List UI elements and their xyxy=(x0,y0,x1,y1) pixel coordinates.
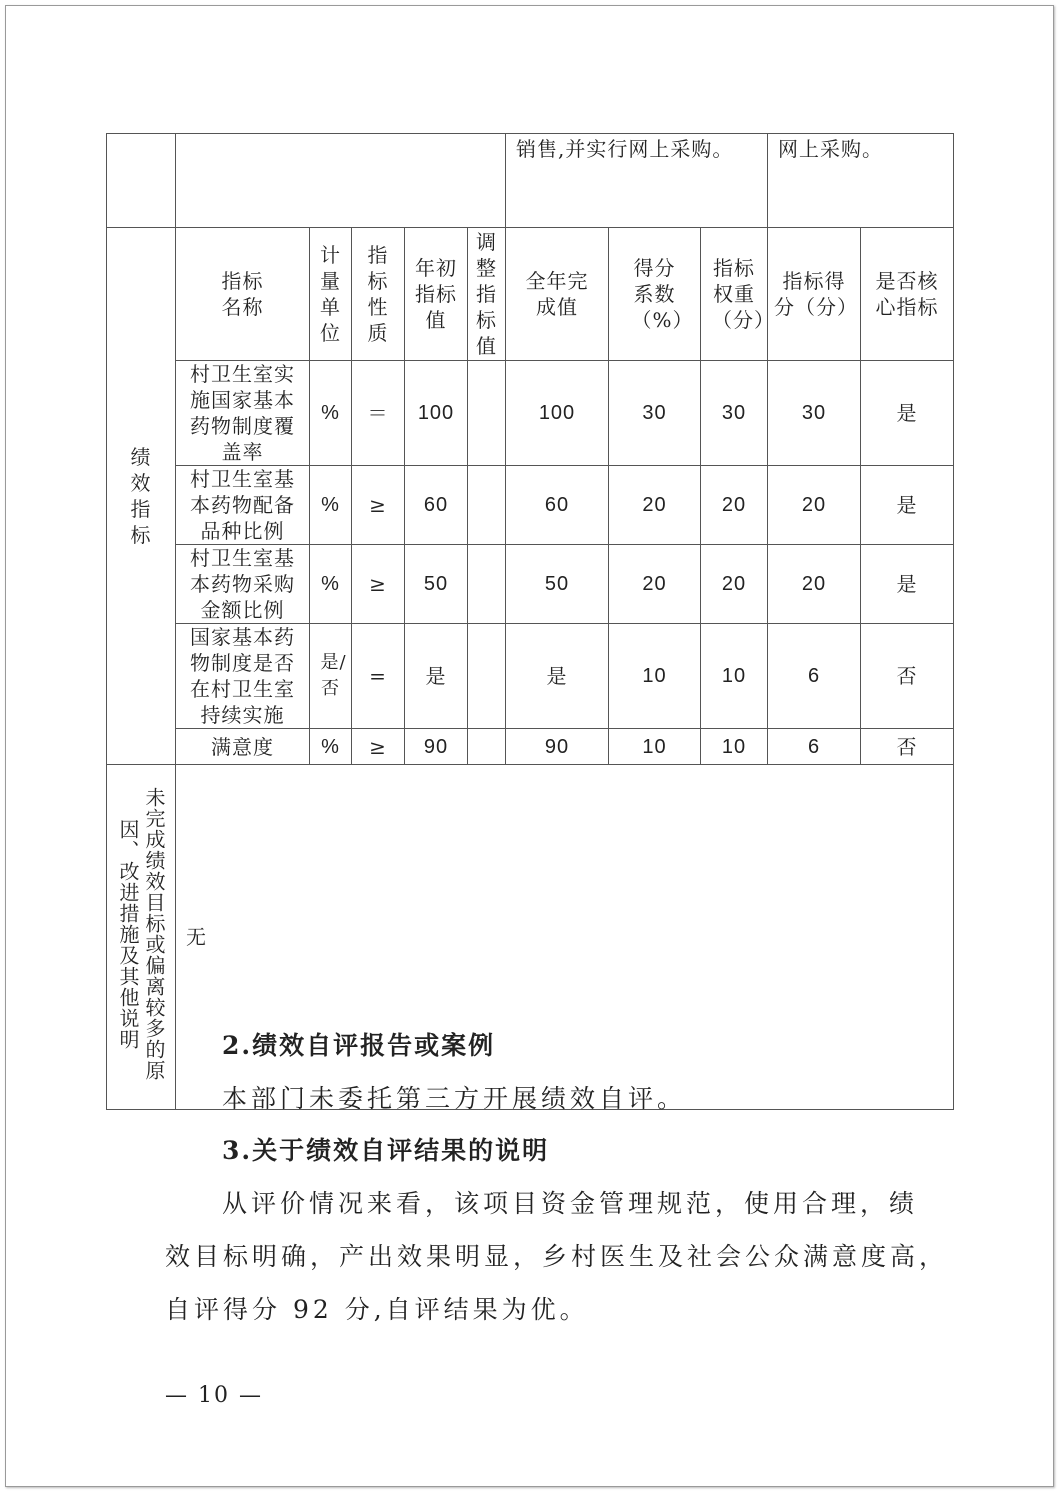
weight-cell: 20 xyxy=(701,466,768,545)
header-nature: 指标性质 xyxy=(352,228,405,361)
top-row-label-cell xyxy=(107,134,176,228)
performance-table xyxy=(106,133,954,1110)
coef-cell: 10 xyxy=(609,624,701,729)
score-cell: 20 xyxy=(768,545,861,624)
top-row-note-right: 网上采购。 xyxy=(768,134,954,228)
coef-cell: 20 xyxy=(609,466,701,545)
reason-label-cell xyxy=(107,765,176,1110)
indicator-name: 村卫生室实施国家基本药物制度覆盖率 xyxy=(176,361,310,466)
indicator-name: 村卫生室基本药物采购金额比例 xyxy=(176,545,310,624)
header-row xyxy=(107,228,954,361)
annual-cell: 90 xyxy=(506,729,609,765)
score-cell: 30 xyxy=(768,361,861,466)
table-row xyxy=(107,545,954,624)
core-cell: 是 xyxy=(861,545,954,624)
perf-label: 绩效指标 xyxy=(130,445,152,547)
initial-cell: 是 xyxy=(405,624,468,729)
reason-text: 无 xyxy=(176,765,954,1110)
section2-text: 本部门未委托第三方开展绩效自评。 xyxy=(222,1084,687,1113)
table-row xyxy=(107,466,954,545)
page-number: — 10 — xyxy=(165,1383,263,1408)
indicator-name: 国家基本药物制度是否在村卫生室持续实施 xyxy=(176,624,310,729)
core-cell: 否 xyxy=(861,729,954,765)
header-core: 是否核心指标 xyxy=(861,228,954,361)
adjusted-cell xyxy=(468,729,506,765)
coef-cell: 30 xyxy=(609,361,701,466)
table-row xyxy=(107,729,954,765)
section3-line-2: 效目标明确，产出效果明显，乡村医生及社会公众满意度高， xyxy=(165,1242,949,1271)
reason-label: 未完成绩效目标或偏离较多的原因、改进措施及其他说明 xyxy=(116,787,166,1081)
top-continuation-row xyxy=(107,134,954,228)
adjusted-cell xyxy=(468,466,506,545)
unit-cell: % xyxy=(310,466,352,545)
weight-cell: 20 xyxy=(701,545,768,624)
indicator-name: 满意度 xyxy=(176,729,310,765)
annual-cell: 是 xyxy=(506,624,609,729)
initial-cell: 60 xyxy=(405,466,468,545)
nature-cell: ≥ xyxy=(352,729,405,765)
initial-cell: 100 xyxy=(405,361,468,466)
top-row-empty-cell xyxy=(176,134,506,228)
core-cell: 是 xyxy=(861,466,954,545)
unit-cell: % xyxy=(310,361,352,466)
weight-cell: 10 xyxy=(701,624,768,729)
weight-cell: 10 xyxy=(701,729,768,765)
adjusted-cell xyxy=(468,545,506,624)
header-adjusted: 调整指标值 xyxy=(468,228,506,361)
nature-cell: ≥ xyxy=(352,466,405,545)
table-row xyxy=(107,624,954,729)
weight-cell: 30 xyxy=(701,361,768,466)
table-row xyxy=(107,361,954,466)
header-weight: 指标权重（分） xyxy=(701,228,768,361)
section2-title: 2.绩效自评报告或案例 xyxy=(222,1031,496,1060)
nature-cell: = xyxy=(352,624,405,729)
top-row-note-left: 销售,并实行网上采购。 xyxy=(506,134,768,228)
header-unit: 计量单位 xyxy=(310,228,352,361)
initial-cell: 90 xyxy=(405,729,468,765)
score-cell: 6 xyxy=(768,624,861,729)
unit-cell: % xyxy=(310,545,352,624)
header-coef: 得分系数（%） xyxy=(609,228,701,361)
nature-cell: ＝ xyxy=(352,361,405,466)
indicator-name: 村卫生室基本药物配备品种比例 xyxy=(176,466,310,545)
unit-cell: % xyxy=(310,729,352,765)
core-cell: 是 xyxy=(861,361,954,466)
perf-label-cell xyxy=(107,228,176,765)
annual-cell: 60 xyxy=(506,466,609,545)
section3-line-1: 从评价情况来看，该项目资金管理规范，使用合理，绩 xyxy=(222,1189,919,1218)
coef-cell: 10 xyxy=(609,729,701,765)
adjusted-cell xyxy=(468,361,506,466)
section3-line-3: 自评得分 92 分,自评结果为优。 xyxy=(165,1295,589,1324)
core-cell: 否 xyxy=(861,624,954,729)
section3-title: 3.关于绩效自评结果的说明 xyxy=(222,1136,550,1165)
header-name: 指标名称 xyxy=(176,228,310,361)
header-score: 指标得分（分） xyxy=(768,228,861,361)
header-annual: 全年完成值 xyxy=(506,228,609,361)
header-initial: 年初指标值 xyxy=(405,228,468,361)
nature-cell: ≥ xyxy=(352,545,405,624)
unit-cell: 是/否 xyxy=(310,624,352,729)
annual-cell: 100 xyxy=(506,361,609,466)
coef-cell: 20 xyxy=(609,545,701,624)
score-cell: 6 xyxy=(768,729,861,765)
annual-cell: 50 xyxy=(506,545,609,624)
adjusted-cell xyxy=(468,624,506,729)
initial-cell: 50 xyxy=(405,545,468,624)
score-cell: 20 xyxy=(768,466,861,545)
